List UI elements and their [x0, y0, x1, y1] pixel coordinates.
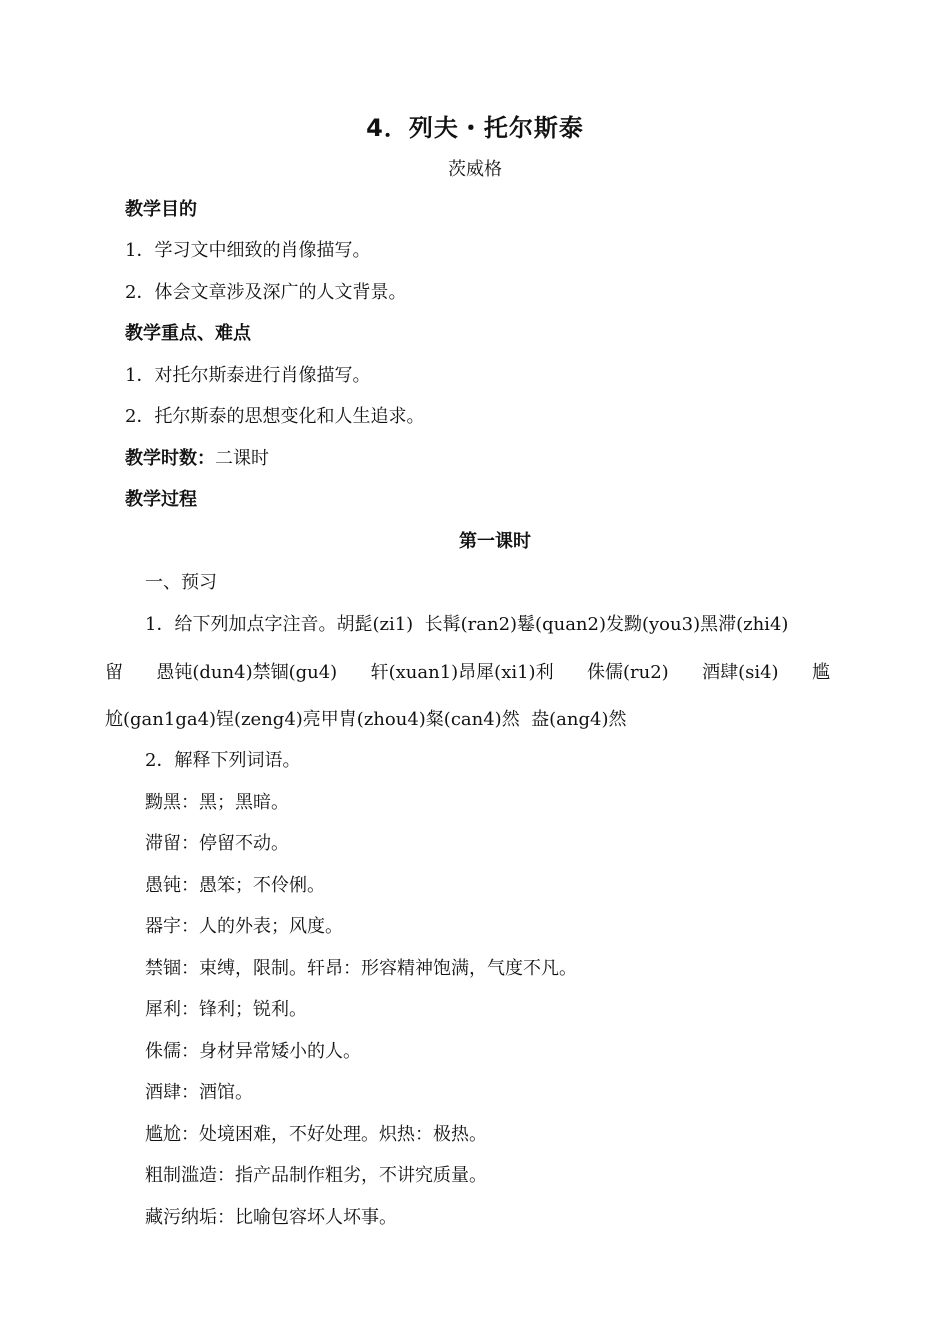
- definition-item: 愚钝：愚笨；不伶俐。: [145, 875, 325, 896]
- definition-item: 粗制滥造：指产品制作粗劣，不讲究质量。: [145, 1165, 487, 1186]
- definition-item: 黝黑：黑；黑暗。: [145, 792, 289, 813]
- definition-item: 侏儒：身材异常矮小的人。: [145, 1041, 361, 1062]
- process-heading: 教学过程: [125, 489, 197, 510]
- pinyin-fragment: 侏儒(ru2): [586, 662, 669, 683]
- lesson-heading: 第一课时: [459, 531, 531, 552]
- objectives-heading: 教学目的: [125, 199, 197, 220]
- document-title: 4．列夫・托尔斯泰: [366, 114, 584, 142]
- definition-item: 尴尬：处境困难，不好处理。炽热：极热。: [145, 1124, 487, 1145]
- keypoint-item: 1．对托尔斯泰进行肖像描写。: [125, 365, 371, 386]
- pinyin-line: 1．给下列加点字注音。胡髭(zi1) 长髯(ran2)鬈(quan2)发黝(you3)黑滞(zhi4): [145, 614, 789, 635]
- teaching-hours: [125, 444, 269, 470]
- preview-heading: 一、预习: [145, 572, 217, 593]
- definition-item: 藏污纳垢：比喻包容坏人坏事。: [145, 1207, 397, 1228]
- pinyin-line: [105, 658, 830, 684]
- explain-heading: 2．解释下列词语。: [145, 750, 301, 771]
- definition-item: 器宇：人的外表；风度。: [145, 916, 343, 937]
- definition-item: 滞留：停留不动。: [145, 833, 289, 854]
- keypoint-item: 2．托尔斯泰的思想变化和人生追求。: [125, 406, 425, 427]
- definition-item: 犀利：锋利；锐利。: [145, 999, 307, 1020]
- teaching-hours-value: 二课时: [215, 448, 269, 469]
- keypoints-heading: 教学重点、难点: [125, 323, 251, 344]
- objective-item: 1．学习文中细致的肖像描写。: [125, 240, 371, 261]
- pinyin-fragment: 酒肆(si4): [702, 662, 779, 683]
- pinyin-fragment: 留: [105, 662, 123, 683]
- objective-item: 2．体会文章涉及深广的人文背景。: [125, 282, 407, 303]
- pinyin-fragment: 愚钝(dun4)禁锢(gu4): [156, 662, 338, 683]
- teaching-hours-label: 教学时数：: [125, 448, 215, 469]
- definition-item: 酒肆：酒馆。: [145, 1082, 253, 1103]
- definition-item: 禁锢：束缚，限制。轩昂：形容精神饱满，气度不凡。: [145, 958, 577, 979]
- pinyin-line: 尬(gan1ga4)锃(zeng4)亮甲胄(zhou4)粲(can4)然 盎(ang4)然: [105, 709, 627, 730]
- author-name: 茨威格: [448, 159, 502, 180]
- pinyin-fragment: 轩(xuan1)昂犀(xi1)利: [370, 662, 554, 683]
- pinyin-fragment: 尴: [811, 662, 830, 683]
